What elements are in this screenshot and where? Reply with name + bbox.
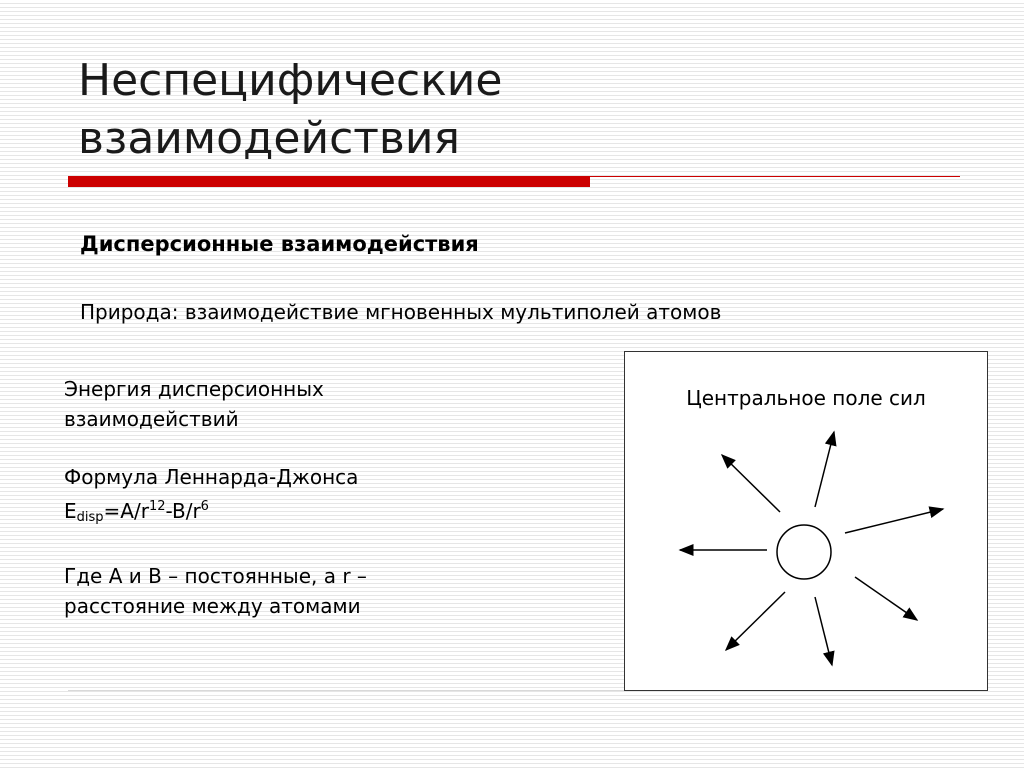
formula-exponent-2: 6 [200,499,209,514]
formula-name: Формула Леннарда-Джонса [64,465,359,489]
arrow-down-left [726,592,785,650]
nature-text: Природа: взаимодействие мгновенных мультиполей атомов [80,300,722,324]
formula-exponent-1: 12 [148,499,166,514]
formula-part-1: =A/r [103,499,149,523]
lennard-jones-formula [64,492,504,533]
arrow-right-up [845,509,943,533]
energy-line-1: Энергия дисперсионных [64,377,324,401]
arrow-up-left [722,455,780,512]
arrow-down [815,597,832,665]
section-heading: Дисперсионные взаимодействия [80,232,479,256]
arrow-down-right [855,577,917,620]
energy-line-2: взаимодействий [64,407,239,431]
explanation-line-2: расстояние между атомами [64,594,361,618]
force-field-svg [625,352,987,690]
title-line-2: взаимодействия [78,113,460,164]
diagram-label: Центральное поле сил [686,386,926,410]
atom-circle [777,525,831,579]
central-force-field-diagram [624,351,988,691]
energy-description [64,374,504,621]
explanation-line-1: Где A и B – постоянные, а r – [64,564,367,588]
slide-title [78,52,778,168]
title-accent-bar [68,176,590,187]
title-line-1: Неспецифические [78,55,503,106]
formula-e-subscript: disp [76,510,104,525]
formula-part-2: -B/r [165,499,201,523]
formula-e: E [64,499,77,523]
title-accent-line [590,176,960,177]
arrow-up-right [815,432,834,507]
